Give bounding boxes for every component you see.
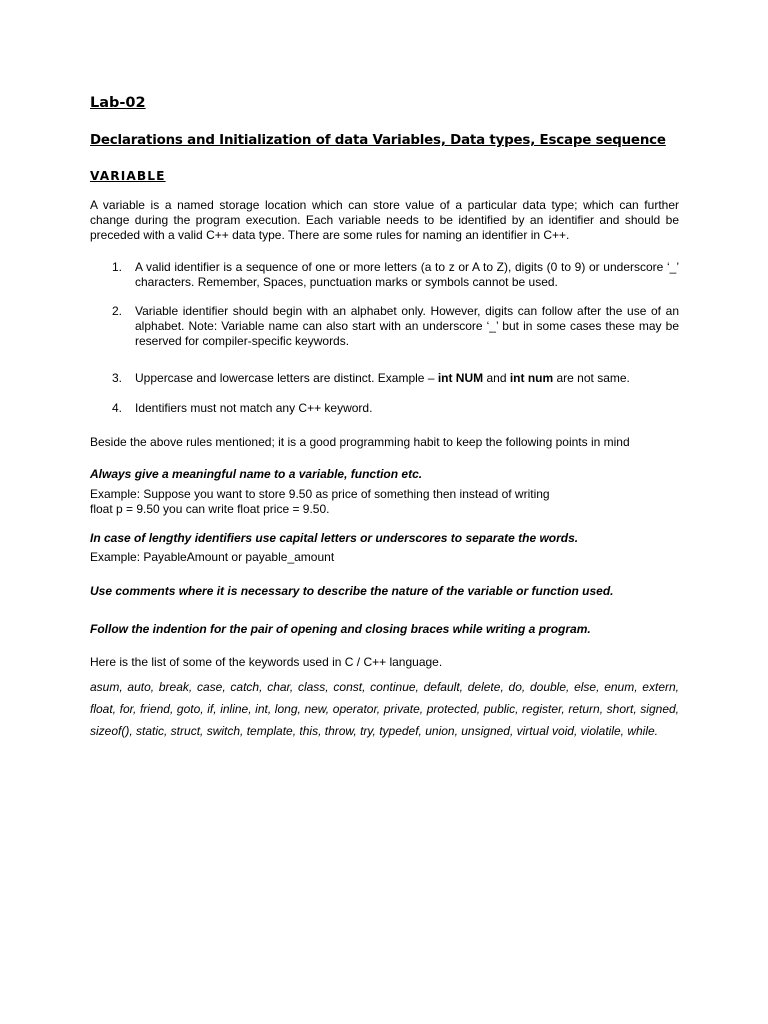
rule-item-1 [90, 260, 679, 290]
rule-number: 4. [112, 401, 123, 415]
rule-text-part: are not same. [553, 371, 630, 385]
rule-text: A valid identifier is a sequence of one or more letters (a to z or A to Z), digits (0 to 9) or underscore ‘_’ characters. Remember, Spaces, punctuation marks or symbols cannot be used. [135, 260, 679, 289]
tip-title-3: Use comments where it is necessary to describe the nature of the variable or function used. [90, 584, 614, 598]
rule-text: Variable identifier should begin with an alphabet only. However, digits can follow after the use of an alphabet. Note: Variable name can also start with an underscore ‘_’ but in some cases these may be reserved for compiler-specific keywords. [135, 304, 679, 348]
code-int-num: int num [509, 371, 554, 385]
rule-number: 2. [112, 304, 123, 318]
intro-paragraph: A variable is a named storage location which can store value of a particular data type; which can further change during the program execution. Each variable needs to be identified by an identifier and should be preceded with a valid C++ data type. There are some rules for naming an identifier in C++. [90, 198, 679, 242]
rule-text-part: Uppercase and lowercase letters are distinct. Example – [135, 371, 438, 385]
tip-example-line: float p = 9.50 you can write float price = 9.50. [90, 502, 330, 516]
rule-text [135, 371, 679, 386]
code-int-NUM: int NUM [437, 371, 484, 385]
tip-example-line: Example: PayableAmount or payable_amount [90, 550, 335, 564]
rule-item-3 [90, 371, 679, 386]
rule-text: Identifiers must not match any C++ keyword. [135, 401, 373, 415]
section-heading-variable: VARIABLE [90, 169, 166, 183]
rule-number: 1. [112, 260, 123, 274]
rule-item-2 [90, 304, 679, 349]
tip-example-line: Example: Suppose you want to store 9.50 as price of something then instead of writing [90, 487, 550, 501]
lab-title: Lab-02 [90, 95, 146, 111]
rule-text-part: and [483, 371, 510, 385]
tip-title-1: Always give a meaningful name to a variable, function etc. [90, 467, 423, 481]
document-heading: Declarations and Initialization of data Variables, Data types, Escape sequence [90, 133, 666, 148]
keywords-intro: Here is the list of some of the keywords used in C / C++ language. [90, 655, 443, 669]
tip-title-4: Follow the indention for the pair of opening and closing braces while writing a program. [90, 622, 591, 636]
tip-title-2: In case of lengthy identifiers use capital letters or underscores to separate the words. [90, 531, 579, 545]
keywords-list: asum, auto, break, case, catch, char, class, const, continue, default, delete, do, double, else, enum, extern, float, for, friend, goto, if, inline, int, long, new, operator, private, protected, public, register, return, short, signed, sizeof(), static, struct, switch, template, this, throw, try, typedef, union, unsigned, virtual void, violatile, while. [90, 680, 679, 738]
rule-item-4 [90, 401, 679, 416]
rule-number: 3. [112, 371, 123, 385]
beside-paragraph: Beside the above rules mentioned; it is a good programming habit to keep the following points in mind [90, 435, 630, 449]
